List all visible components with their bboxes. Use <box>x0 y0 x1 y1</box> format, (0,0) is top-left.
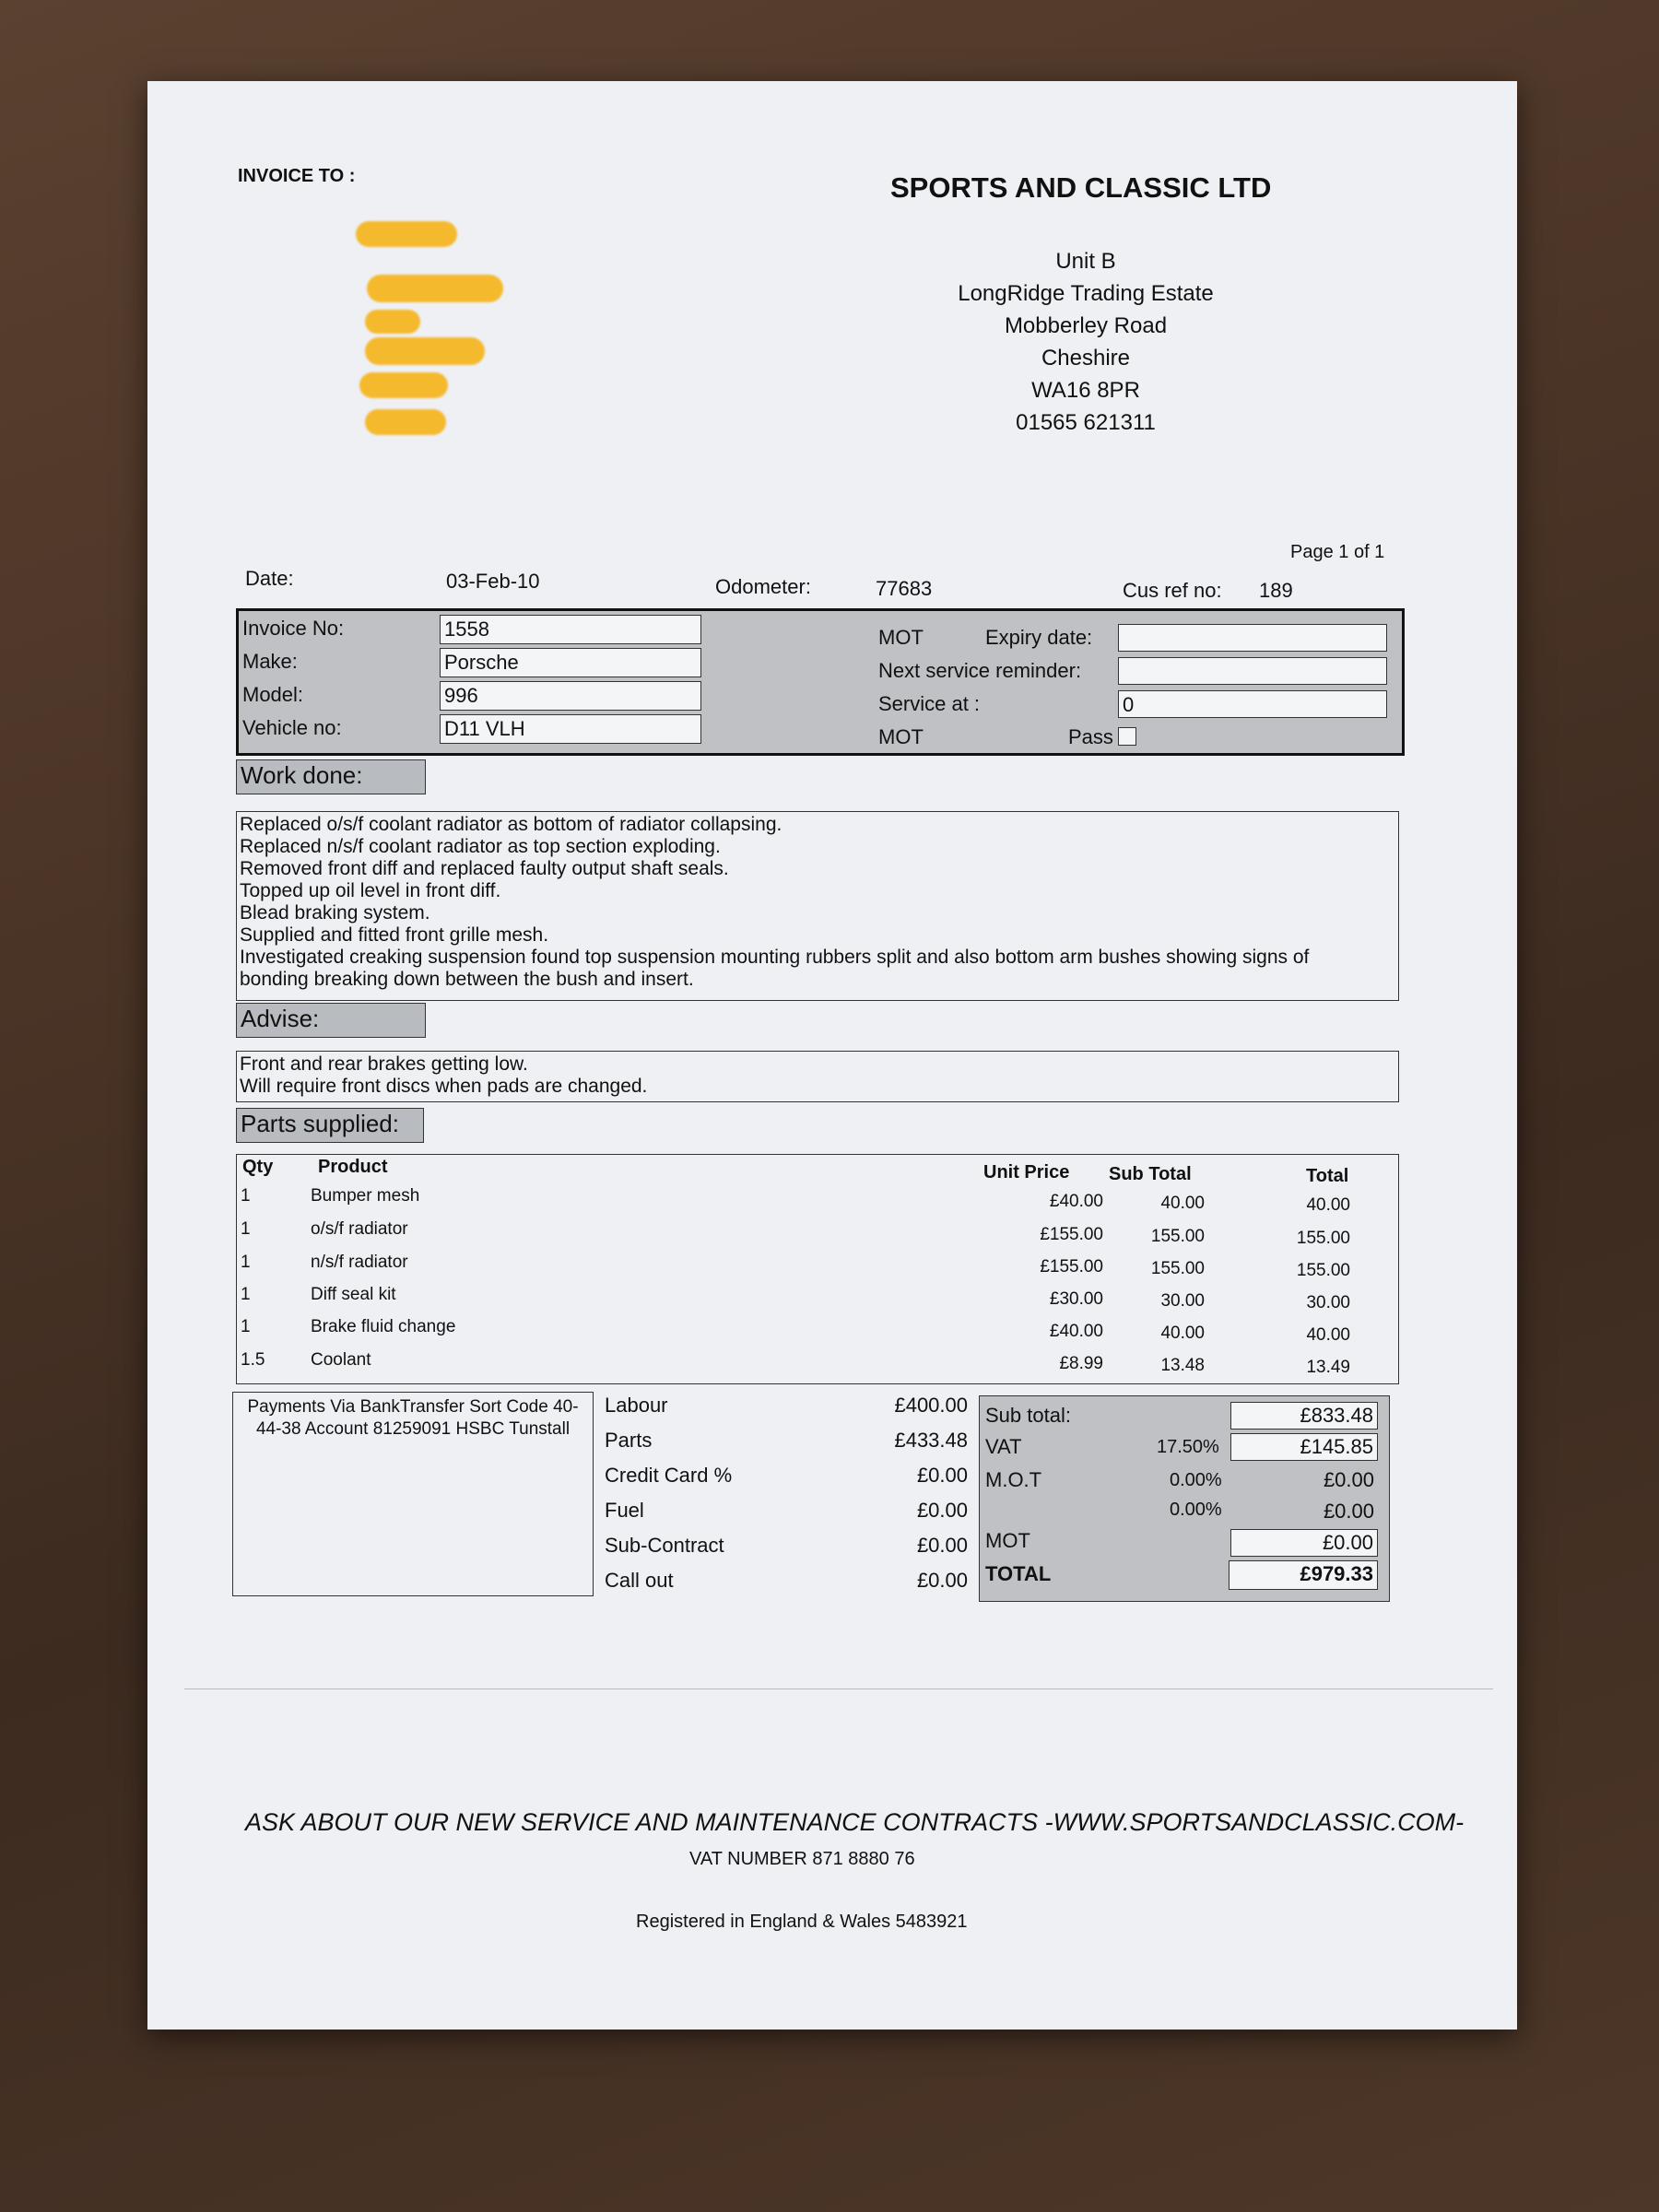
product-cell: Diff seal kit <box>311 1285 396 1304</box>
qty-cell: 1 <box>241 1317 251 1336</box>
total-cell: 155.00 <box>1296 1261 1350 1280</box>
mot-pass-label: MOT <box>878 725 924 748</box>
charge-value: £433.48 <box>894 1429 968 1452</box>
model-field: 996 <box>440 681 701 711</box>
charge-label: Sub-Contract <box>605 1534 724 1557</box>
total-field: £979.33 <box>1229 1560 1378 1590</box>
subtotal-field: £833.48 <box>1230 1402 1378 1430</box>
total-header: Total <box>1306 1166 1349 1186</box>
make-field: Porsche <box>440 648 701 677</box>
product-cell: o/s/f radiator <box>311 1219 408 1239</box>
model-label: Model: <box>242 683 304 706</box>
unit-price-cell: £155.00 <box>1040 1257 1103 1277</box>
work-line: Removed front diff and replaced faulty output shaft seals. <box>240 858 729 879</box>
parts-title: Parts supplied: <box>236 1108 424 1143</box>
company-name: SPORTS AND CLASSIC LTD <box>890 171 1272 204</box>
advise-box <box>236 1051 1399 1102</box>
sub-total-header: Sub Total <box>1109 1164 1192 1184</box>
odometer-value: 77683 <box>876 577 933 600</box>
total-cell: 155.00 <box>1296 1229 1350 1248</box>
invoice-paper <box>147 81 1517 2030</box>
cus-ref-label: Cus ref no: <box>1123 579 1222 602</box>
unit-price-header: Unit Price <box>983 1162 1070 1182</box>
sub-total-cell: 40.00 <box>1160 1324 1205 1343</box>
charge-value: £0.00 <box>916 1534 968 1557</box>
charge-label: Parts <box>605 1429 653 1452</box>
mot-pass-checkbox <box>1118 727 1136 746</box>
mot-rate: 0.00% <box>1170 1470 1222 1490</box>
vat-field: £145.85 <box>1230 1433 1378 1461</box>
address-line: Cheshire <box>1041 346 1131 371</box>
total-cell: 40.00 <box>1306 1195 1350 1215</box>
qty-cell: 1 <box>241 1186 251 1206</box>
service-at-label: Service at : <box>878 692 981 715</box>
blank-value: £0.00 <box>1323 1500 1374 1523</box>
charge-value: £400.00 <box>894 1394 968 1417</box>
product-cell: Brake fluid change <box>311 1317 456 1336</box>
mot2-field: £0.00 <box>1230 1529 1378 1557</box>
mot2-label: MOT <box>985 1529 1030 1552</box>
next-service-label: Next service reminder: <box>878 659 1082 682</box>
charge-label: Credit Card % <box>605 1464 733 1487</box>
work-line: bonding breaking down between the bush and insert. <box>240 969 694 990</box>
charge-value: £0.00 <box>916 1464 968 1487</box>
mot-total-label: M.O.T <box>985 1468 1042 1491</box>
product-header: Product <box>318 1157 388 1177</box>
work-line: Blead braking system. <box>240 902 430 924</box>
blank-rate: 0.00% <box>1170 1500 1222 1520</box>
expiry-field <box>1118 624 1387 652</box>
divider <box>184 1688 1493 1689</box>
sub-total-cell: 40.00 <box>1160 1194 1205 1213</box>
product-cell: n/s/f radiator <box>311 1253 408 1272</box>
sub-total-cell: 30.00 <box>1160 1291 1205 1311</box>
sub-total-cell: 155.00 <box>1150 1259 1205 1278</box>
work-line: Replaced o/s/f coolant radiator as bottom of radiator collapsing. <box>240 814 782 835</box>
make-label: Make: <box>242 650 298 673</box>
charge-label: Fuel <box>605 1499 644 1522</box>
sub-total-cell: 155.00 <box>1150 1227 1205 1246</box>
unit-price-cell: £155.00 <box>1040 1225 1103 1244</box>
subtotal-label: Sub total: <box>985 1404 1071 1427</box>
payment-info-box <box>232 1392 594 1596</box>
advise-line: Front and rear brakes getting low. <box>240 1053 528 1075</box>
date-value: 03-Feb-10 <box>446 570 540 593</box>
registration: Registered in England & Wales 5483921 <box>636 1912 968 1932</box>
charge-label: Call out <box>605 1569 674 1592</box>
qty-cell: 1.5 <box>241 1350 265 1370</box>
sub-total-cell: 13.48 <box>1160 1356 1205 1375</box>
service-at-field: 0 <box>1118 690 1387 718</box>
advise-title: Advise: <box>236 1003 426 1038</box>
totals-box <box>979 1395 1390 1602</box>
vehicle-details-box <box>236 608 1405 756</box>
product-cell: Coolant <box>311 1350 371 1370</box>
qty-cell: 1 <box>241 1285 251 1304</box>
payment-line: 44-38 Account 81259091 HSBC Tunstall <box>255 1419 571 1439</box>
mot-label: MOT <box>878 626 924 649</box>
qty-cell: 1 <box>241 1219 251 1239</box>
unit-price-cell: £40.00 <box>1049 1192 1103 1211</box>
unit-price-cell: £30.00 <box>1049 1289 1103 1309</box>
payment-line: Payments Via BankTransfer Sort Code 40- <box>247 1397 579 1417</box>
charge-value: £0.00 <box>916 1569 968 1592</box>
invoice-no-field: 1558 <box>440 615 701 644</box>
charge-value: £0.00 <box>916 1499 968 1522</box>
vat-label: VAT <box>985 1435 1022 1458</box>
address-line: Mobberley Road <box>1004 313 1168 338</box>
parts-table <box>236 1154 1399 1384</box>
work-line: Investigated creaking suspension found top suspension mounting rubbers split and also bottom arm bushes showing signs of <box>240 947 1310 968</box>
advise-line: Will require front discs when pads are changed. <box>240 1076 648 1097</box>
pass-label: Pass <box>1068 725 1113 748</box>
vat-number: VAT NUMBER 871 8880 76 <box>689 1849 915 1869</box>
address-line: LongRidge Trading Estate <box>958 281 1214 306</box>
qty-header: Qty <box>242 1157 274 1177</box>
invoice-no-label: Invoice No: <box>242 617 345 640</box>
work-done-box <box>236 811 1399 1001</box>
unit-price-cell: £40.00 <box>1049 1322 1103 1341</box>
total-cell: 30.00 <box>1306 1293 1350 1312</box>
vat-rate: 17.50% <box>1157 1437 1219 1457</box>
odometer-label: Odometer: <box>715 575 811 598</box>
total-label: TOTAL <box>985 1562 1052 1585</box>
product-cell: Bumper mesh <box>311 1186 420 1206</box>
charge-label: Labour <box>605 1394 668 1417</box>
company-address <box>865 245 1307 439</box>
total-cell: 40.00 <box>1306 1325 1350 1345</box>
cus-ref-value: 189 <box>1259 579 1293 602</box>
work-done-title: Work done: <box>236 759 426 794</box>
total-cell: 13.49 <box>1306 1358 1350 1377</box>
date-label: Date: <box>245 567 294 590</box>
vehicle-no-field: D11 VLH <box>440 714 701 744</box>
footer-promo: ASK ABOUT OUR NEW SERVICE AND MAINTENANCE CONTRACTS -WWW.SPORTSANDCLASSIC.COM- <box>245 1808 1465 1836</box>
vehicle-no-label: Vehicle no: <box>242 716 342 739</box>
mot-total-value: £0.00 <box>1323 1468 1374 1491</box>
expiry-label: Expiry date: <box>985 626 1093 649</box>
address-line: 01565 621311 <box>1016 410 1156 435</box>
work-line: Supplied and fitted front grille mesh. <box>240 924 549 946</box>
work-line: Replaced n/s/f coolant radiator as top section exploding. <box>240 836 721 857</box>
unit-price-cell: £8.99 <box>1059 1354 1103 1373</box>
next-service-field <box>1118 657 1387 685</box>
address-line: WA16 8PR <box>1031 378 1140 403</box>
page-info: Page 1 of 1 <box>1290 542 1385 562</box>
invoice-to-label: INVOICE TO : <box>238 166 356 186</box>
qty-cell: 1 <box>241 1253 251 1272</box>
address-line: Unit B <box>1055 249 1116 274</box>
work-line: Topped up oil level in front diff. <box>240 880 501 901</box>
